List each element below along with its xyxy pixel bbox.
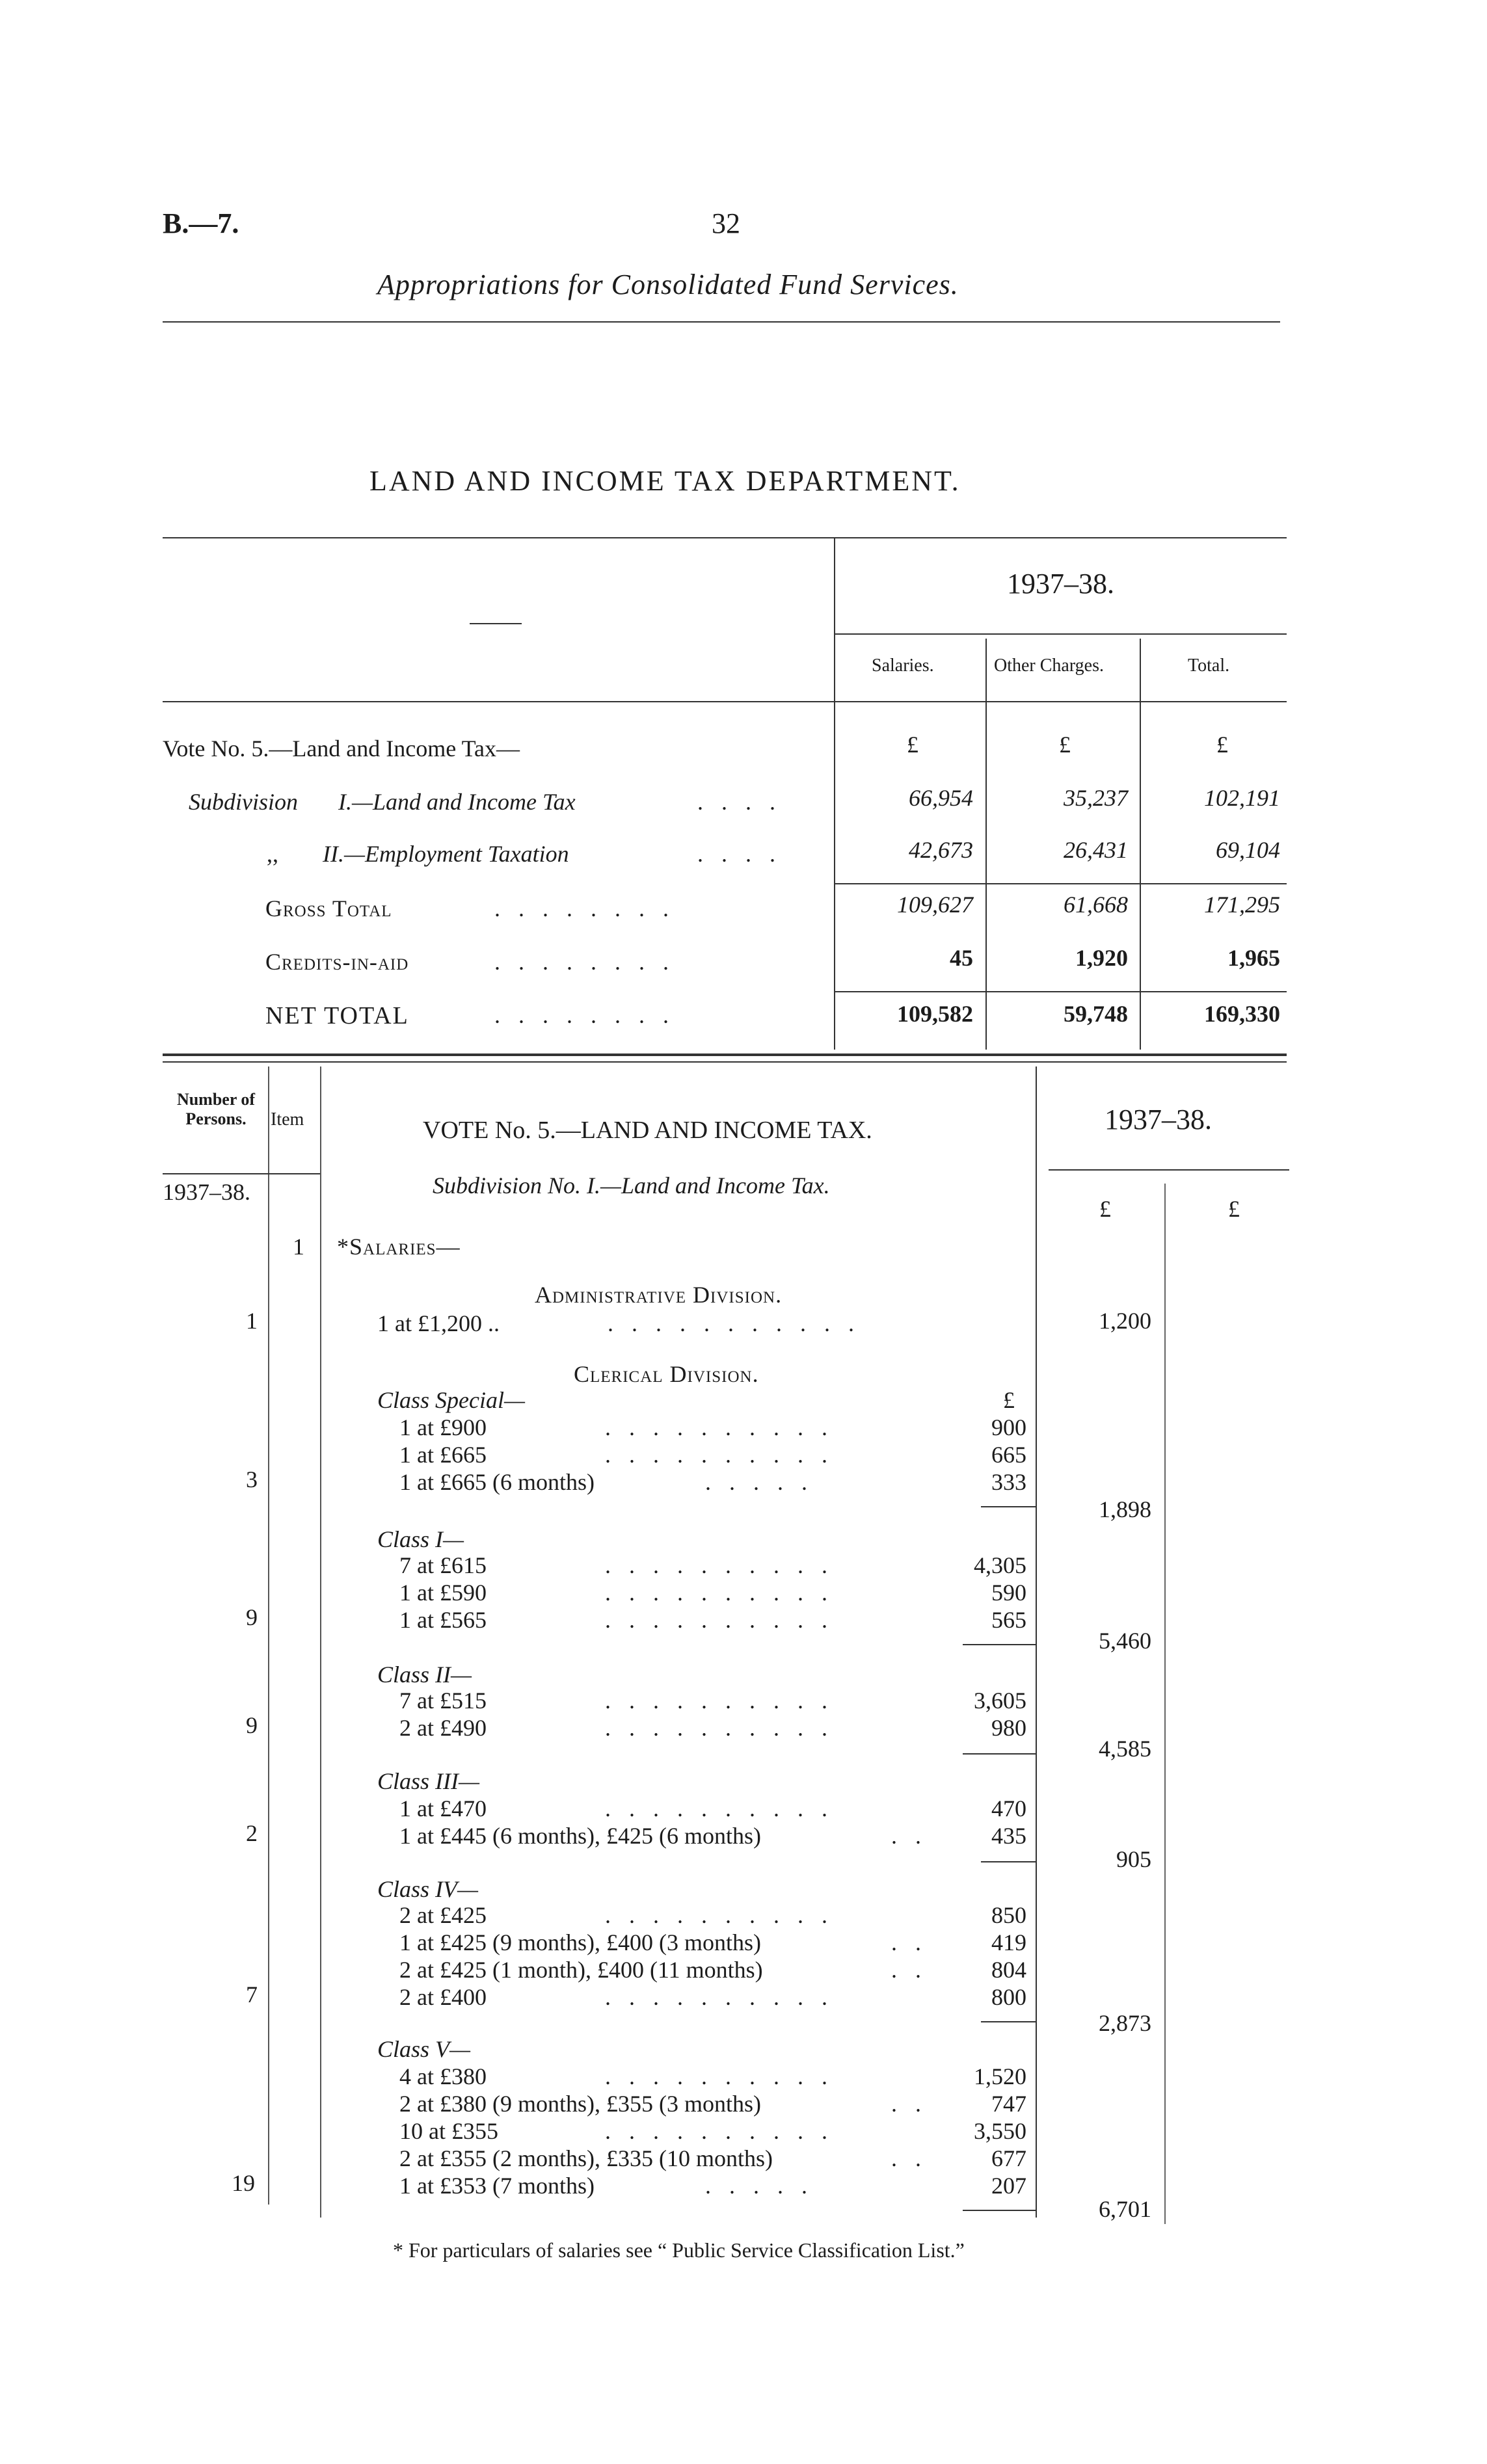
persons-year: 1937–38. xyxy=(163,1179,250,1205)
class-line-amount: 747 xyxy=(991,2091,1026,2117)
summary-currency-salaries: £ xyxy=(907,732,918,758)
class-line: 10 at £355 xyxy=(399,2118,498,2144)
class-line-amount: 565 xyxy=(991,1607,1026,1633)
summary-vote-label: Vote No. 5.—Land and Income Tax— xyxy=(163,735,520,762)
leader-dots: .......... xyxy=(605,1414,846,1440)
class-line-amount: 800 xyxy=(991,1984,1026,2010)
class-line-amount: 435 xyxy=(991,1823,1026,1849)
class-persons: 3 xyxy=(246,1466,258,1492)
summary-row-label: Gross Total xyxy=(265,895,392,921)
summary-bottom-rule-2 xyxy=(163,1061,1287,1063)
class-line: 2 at £380 (9 months), £355 (3 months) xyxy=(399,2091,761,2117)
class-line: 1 at £470 xyxy=(399,1795,487,1822)
running-title: Appropriations for Consolidated Fund Services. xyxy=(377,269,959,300)
detail-year-rule xyxy=(1049,1169,1289,1171)
col-number-of-persons: Number of Persons. xyxy=(176,1090,256,1128)
detail-currency-a: £ xyxy=(1099,1196,1111,1222)
summary-col-divider-2 xyxy=(1140,639,1141,1050)
class-line-amount: 3,550 xyxy=(974,2118,1026,2144)
summary-top-rule xyxy=(163,537,1287,538)
summary-divider xyxy=(834,537,835,1050)
leader-dots: .. xyxy=(891,1823,939,1849)
class-line-amount: 980 xyxy=(991,1715,1026,1741)
class-line: 1 at £665 xyxy=(399,1442,487,1468)
summary-row-other: 61,668 xyxy=(1064,892,1128,918)
class-subtotal-rule xyxy=(963,1753,1036,1755)
class-line-amount: 419 xyxy=(991,1929,1026,1955)
summary-dash xyxy=(470,623,522,624)
class-line: 2 at £490 xyxy=(399,1715,487,1741)
class-subtotal-rule xyxy=(981,1861,1036,1862)
class-line-amount: 665 xyxy=(991,1442,1026,1468)
leader-dots: .... xyxy=(697,789,794,815)
class-name: Class V— xyxy=(377,2036,471,2062)
leader-dots: .. xyxy=(891,1957,939,1983)
class-line: 4 at £380 xyxy=(399,2063,487,2089)
summary-row-other: 26,431 xyxy=(1064,837,1128,863)
summary-row-label: II.—Employment Taxation xyxy=(323,841,569,867)
summary-row-total: 69,104 xyxy=(1216,837,1280,863)
leader-dots: .......... xyxy=(605,2063,846,2089)
class-line-amount: 333 xyxy=(991,1469,1026,1495)
class-subtotal-rule xyxy=(963,2210,1036,2211)
leader-dots: .......... xyxy=(605,1607,846,1633)
class-subtotal-rule xyxy=(981,2021,1036,2022)
class-line: 2 at £355 (2 months), £335 (10 months) xyxy=(399,2145,773,2171)
summary-row-label: I.—Land and Income Tax xyxy=(338,789,576,815)
document-reference: B.—7. xyxy=(163,207,239,239)
col-item: Item xyxy=(271,1109,304,1130)
leader-dots: .......... xyxy=(605,1795,846,1822)
summary-row-salaries: 109,582 xyxy=(897,1001,973,1027)
class-name: Class I— xyxy=(377,1526,464,1552)
class-name: Class III— xyxy=(377,1768,480,1794)
class-total: 4,585 xyxy=(1099,1736,1151,1762)
detail-divider-item-right xyxy=(320,1066,321,2218)
administrative-persons: 1 xyxy=(246,1308,258,1334)
detail-persons-rule xyxy=(163,1173,320,1174)
summary-header-rule xyxy=(163,701,1287,702)
class-line-amount: 207 xyxy=(991,2173,1026,2199)
class-line: 2 at £425 (1 month), £400 (11 months) xyxy=(399,1957,763,1983)
class-total: 2,873 xyxy=(1099,2010,1151,2036)
leader-dots: .......... xyxy=(605,1902,846,1928)
summary-col-other-charges: Other Charges. xyxy=(994,656,1104,676)
class-total: 1,898 xyxy=(1099,1496,1151,1522)
class-persons: 19 xyxy=(232,2170,255,2196)
item-number: 1 xyxy=(293,1234,304,1260)
class-total: 6,701 xyxy=(1099,2196,1151,2222)
class-line-amount: 850 xyxy=(991,1902,1026,1928)
class-line: 7 at £615 xyxy=(399,1552,487,1578)
summary-row-label: NET TOTAL xyxy=(265,1002,409,1029)
summary-row-other: 1,920 xyxy=(1075,945,1128,971)
class-line: 1 at £445 (6 months), £425 (6 months) xyxy=(399,1823,761,1849)
summary-bottom-rule xyxy=(163,1053,1287,1056)
administrative-heading: Administrative Division. xyxy=(535,1282,783,1308)
footnote: * For particulars of salaries see “ Public Service Classification List.” xyxy=(393,2238,965,2262)
summary-col-divider-1 xyxy=(985,639,987,1050)
class-line: 1 at £565 xyxy=(399,1607,487,1633)
subdivision-title: Subdivision No. I.—Land and Income Tax. xyxy=(433,1172,830,1199)
class-subtotal-rule xyxy=(981,1506,1036,1507)
page-number: 32 xyxy=(712,207,740,239)
administrative-line: 1 at £1,200 .. xyxy=(377,1310,500,1336)
summary-net-rule xyxy=(835,991,1287,992)
class-line: 2 at £400 xyxy=(399,1984,487,2010)
leader-dots: ........... xyxy=(608,1310,872,1336)
class-persons: 9 xyxy=(246,1712,258,1738)
summary-row-total: 169,330 xyxy=(1204,1001,1280,1027)
class-name: Class II— xyxy=(377,1662,472,1688)
class-line: 1 at £353 (7 months) xyxy=(399,2173,595,2199)
leader-dots: ........ xyxy=(494,949,687,975)
summary-row-total: 102,191 xyxy=(1204,785,1280,811)
class-persons: 2 xyxy=(246,1820,258,1846)
leader-dots: .. xyxy=(891,2145,939,2171)
leader-dots: ........ xyxy=(494,1002,687,1028)
salaries-heading: *Salaries— xyxy=(337,1234,461,1260)
summary-col-total: Total. xyxy=(1188,656,1230,676)
summary-currency-other: £ xyxy=(1059,732,1071,758)
detail-divider-amount xyxy=(1036,1066,1037,2218)
detail-currency-b: £ xyxy=(1228,1196,1240,1222)
class-line-amount: 900 xyxy=(991,1414,1026,1440)
summary-row-total: 171,295 xyxy=(1204,892,1280,918)
class-name: Class Special— xyxy=(377,1387,526,1413)
leader-dots: .......... xyxy=(605,1580,846,1606)
leader-dots: .......... xyxy=(605,2118,846,2144)
class-line-amount: 804 xyxy=(991,1957,1026,1983)
header-rule xyxy=(163,321,1280,323)
summary-row-other: 35,237 xyxy=(1064,785,1128,811)
class-line-amount: 3,605 xyxy=(974,1688,1026,1714)
vote-title: VOTE No. 5.—LAND AND INCOME TAX. xyxy=(423,1117,872,1144)
summary-row-salaries: 109,627 xyxy=(897,892,973,918)
summary-row-label: Credits-in-aid xyxy=(265,949,409,975)
class-line-amount: 590 xyxy=(991,1580,1026,1606)
class-total: 905 xyxy=(1116,1846,1151,1872)
class-total: 5,460 xyxy=(1099,1628,1151,1654)
class-line: 1 at £590 xyxy=(399,1580,487,1606)
leader-dots: .......... xyxy=(605,1984,846,2010)
detail-divider-item-left xyxy=(268,1066,269,2205)
class-line: 7 at £515 xyxy=(399,1688,487,1714)
summary-col-salaries: Salaries. xyxy=(872,656,934,676)
class-line-amount: 677 xyxy=(991,2145,1026,2171)
leader-dots: ..... xyxy=(705,2173,825,2199)
summary-row-salaries: 66,954 xyxy=(909,785,973,811)
leader-dots: .. xyxy=(891,1929,939,1955)
leader-dots: .... xyxy=(697,841,794,867)
administrative-total: 1,200 xyxy=(1099,1308,1151,1334)
summary-row-prefix: ,, xyxy=(267,841,278,867)
inner-currency: £ xyxy=(1003,1387,1015,1413)
class-line: 1 at £900 xyxy=(399,1414,487,1440)
class-line: 1 at £665 (6 months) xyxy=(399,1469,595,1495)
summary-row-salaries: 45 xyxy=(950,945,973,971)
class-line: 2 at £425 xyxy=(399,1902,487,1928)
leader-dots: ..... xyxy=(705,1469,825,1495)
leader-dots: .. xyxy=(891,2091,939,2117)
summary-currency-total: £ xyxy=(1216,732,1228,758)
department-title: LAND AND INCOME TAX DEPARTMENT. xyxy=(369,465,961,497)
class-line-amount: 4,305 xyxy=(974,1552,1026,1578)
class-name: Class IV— xyxy=(377,1876,479,1902)
detail-divider-inner xyxy=(1164,1184,1166,2224)
summary-year-rule xyxy=(835,633,1287,635)
class-line: 1 at £425 (9 months), £400 (3 months) xyxy=(399,1929,761,1955)
leader-dots: .......... xyxy=(605,1442,846,1468)
class-subtotal-rule xyxy=(963,1644,1036,1645)
clerical-heading: Clerical Division. xyxy=(574,1361,759,1387)
detail-year: 1937–38. xyxy=(1105,1104,1212,1135)
class-persons: 9 xyxy=(246,1604,258,1630)
leader-dots: .......... xyxy=(605,1552,846,1578)
summary-row-other: 59,748 xyxy=(1064,1001,1128,1027)
summary-row-prefix: Subdivision xyxy=(189,789,298,815)
class-line-amount: 470 xyxy=(991,1795,1026,1822)
summary-year: 1937–38. xyxy=(1007,568,1114,600)
summary-row-total: 1,965 xyxy=(1227,945,1280,971)
summary-row-salaries: 42,673 xyxy=(909,837,973,863)
leader-dots: ........ xyxy=(494,895,687,921)
class-line-amount: 1,520 xyxy=(974,2063,1026,2089)
class-persons: 7 xyxy=(246,1981,258,2007)
summary-subtotal-rule xyxy=(835,883,1287,884)
leader-dots: .......... xyxy=(605,1715,846,1741)
leader-dots: .......... xyxy=(605,1688,846,1714)
